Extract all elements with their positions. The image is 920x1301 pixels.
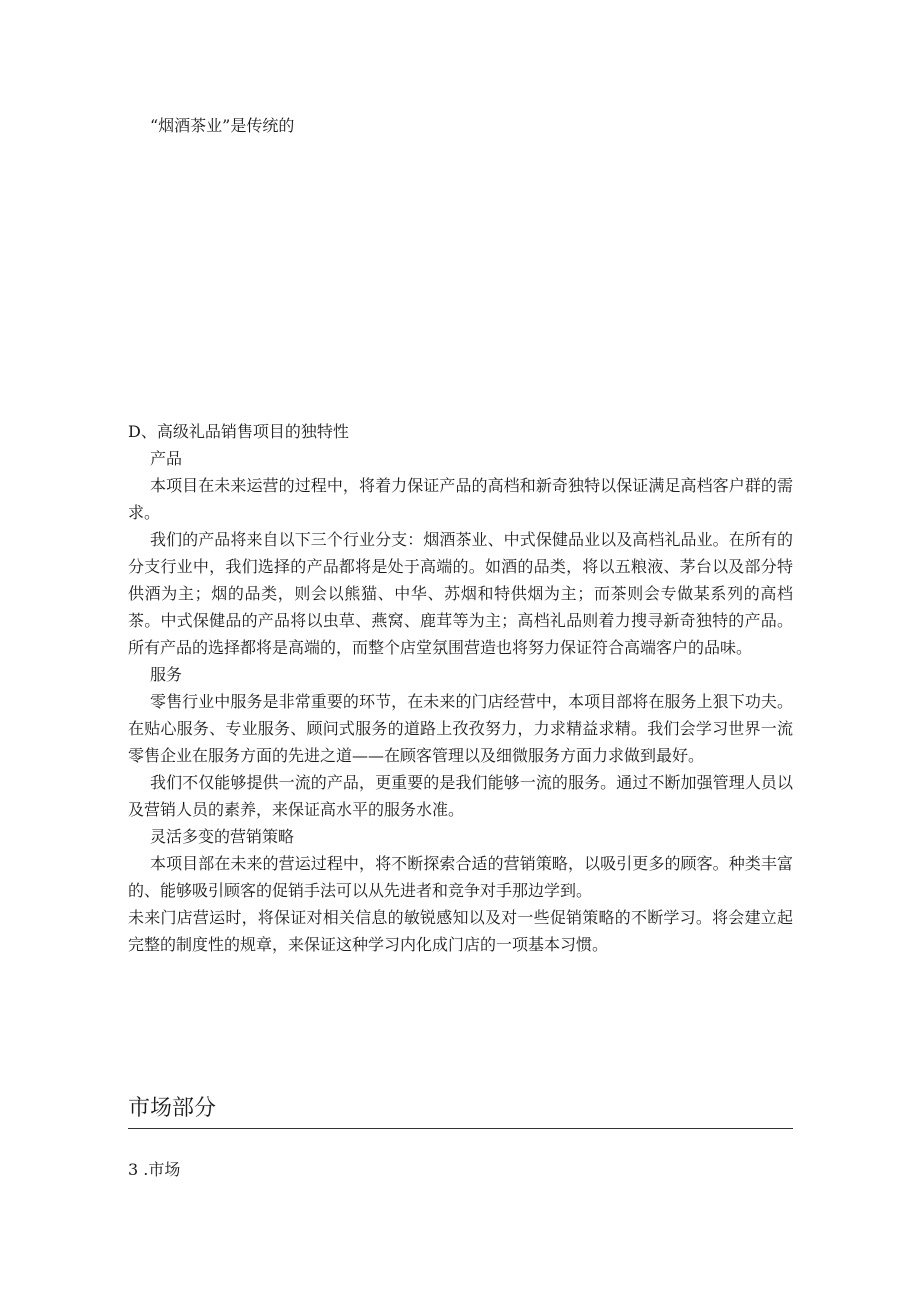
service-paragraph-1: 零售行业中服务是非常重要的环节，在未来的门店经营中，本项目部将在服务上狠下功夫。在贴心服务、专业服务、顾问式服务的道路上孜孜努力，力求精益求精。我们会学习世界一流零售企业在服务方面的先进之道——在顾客管理以及细微服务方面力求做到最好。	[128, 692, 793, 765]
product-subheading: 产品	[150, 449, 183, 468]
intro-fragment-text: “烟酒茶业”是传统的	[150, 116, 295, 135]
service-subheading: 服务	[150, 665, 183, 684]
product-paragraph-1: 本项目在未来运营的过程中，将着力保证产品的高档和新奇独特以保证满足高档客户群的需求。	[128, 476, 793, 522]
service-paragraph-2: 我们不仅能够提供一流的产品，更重要的是我们能够一流的服务。通过不断加强管理人员以及营销人员的素养，来保证高水平的服务水准。	[128, 773, 793, 819]
marketing-subheading: 灵活多变的营销策略	[150, 827, 295, 846]
marketing-paragraph-2: 未来门店营运时，将保证对相关信息的敏锐感知以及对一些促销策略的不断学习。将会建立起完整的制度性的规章，来保证这种学习内化成门店的一项基本习惯。	[128, 908, 793, 954]
section-d-heading: D、高级礼品销售项目的独特性	[128, 422, 349, 441]
market-section-title: 市场部分	[128, 1092, 793, 1129]
market-item-3: 3 .市场	[128, 1160, 181, 1179]
product-paragraph-2: 我们的产品将来自以下三个行业分支：烟酒茶业、中式保健品业以及高档礼品业。在所有的分支行业中，我们选择的产品都将是处于高端的。如酒的品类，将以五粮液、茅台以及部分特供酒为主；烟的品类，则会以熊猫、中华、苏烟和特供烟为主；而茶则会专做某系列的高档茶。中式保健品的产品将以虫草、燕窝、鹿茸等为主；高档礼品则着力搜寻新奇独特的产品。所有产品的选择都将是高端的，而整个店堂氛围营造也将努力保证符合高端客户的品味。	[128, 530, 793, 657]
section-d-body	[128, 418, 793, 958]
marketing-paragraph-1: 本项目部在未来的营运过程中，将不断探索合适的营销策略，以吸引更多的顾客。种类丰富的、能够吸引顾客的促销手法可以从先进者和竞争对手那边学到。	[128, 854, 793, 900]
